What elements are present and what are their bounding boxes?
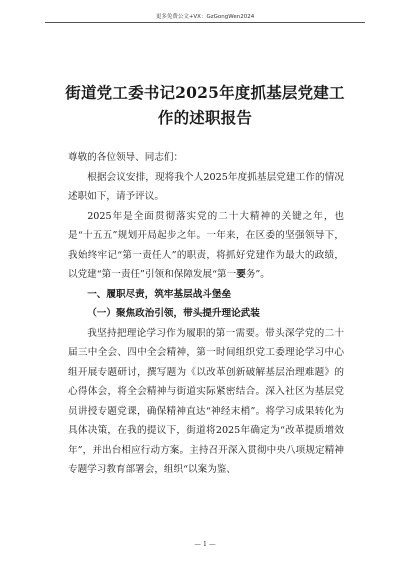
subsection-heading-1: （一）聚焦政治引领，带头提升理论武装 <box>87 308 260 319</box>
salutation: 尊敬的各位领导、同志们： <box>68 152 184 163</box>
paragraph-overview-text: 2025年是全面贯彻落实党的二十大精神的关键之年，也是“十五五”规划开局起步之年。一年来，在区委的坚强领导下，我始终牢记“第一责任人”的职责，将抓好党建作为最大的政绩，以党建“第一责任”引领和保障发展“第一 <box>68 210 344 280</box>
document-body <box>68 148 344 480</box>
section-heading-1: 一、履职尽责，筑牢基层战斗堡垒 <box>87 288 232 300</box>
paragraph-intro: 根据会议安排，现将我个人2025年度抓基层党建工作的情况述职如下，请予评议。 <box>68 171 344 202</box>
paragraph-overview-end: 务”。 <box>245 269 270 280</box>
header-divider <box>45 22 365 23</box>
page-header: 更多免费公文+VX：GzGongWen2024 <box>155 14 255 20</box>
paragraph-overview <box>68 207 344 285</box>
emphasis-char: 要 <box>236 269 246 280</box>
paragraph-theory-study: 我坚持把理论学习作为履职的第一需要。带头深学党的二十届三中全会、四中全会精神，第一时间组织党工委理论学习中心组开展专题研讨，撰写题为《以改革创新破解基层治理难题》的心得体会，将全会精神与街道实际紧密结合。深入社区为基层党员讲授专题党课，确保精神直达“神经末梢”。将学习成果转化为具体决策，在我的提议下，街道将2025年确定为“改革提质增效年”，并出台相应行动方案。主持召开深入贯彻中央八项规定精神专题学习教育部署会，组织“以案为鉴、 <box>68 327 344 475</box>
title-line-2: 作的述职报告 <box>157 108 253 127</box>
page-number: — 1 — <box>194 540 216 548</box>
document-title <box>55 80 355 130</box>
title-line-1: 街道党工委书记2025年度抓基层党建工 <box>65 83 345 102</box>
